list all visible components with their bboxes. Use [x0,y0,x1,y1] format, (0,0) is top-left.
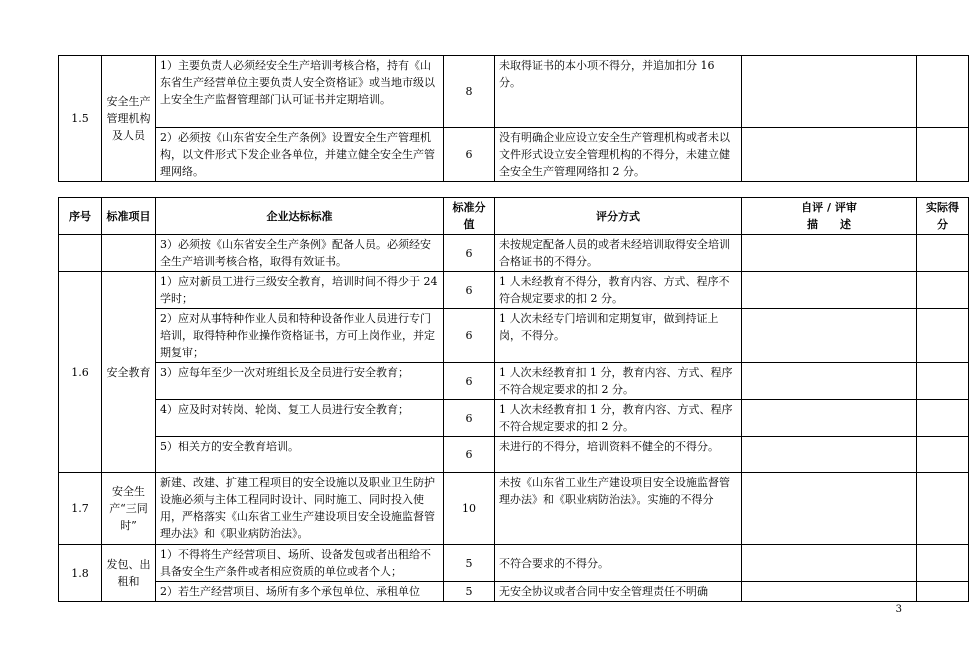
method-cell: 1 人次未经专门培训和定期复审，做到持证上岗，不得分。 [495,309,742,363]
standard-cell: 新建、改建、扩建工程项目的安全设施以及职业卫生防护设施必须与主体工程同时设计、同时施工、同时投入使用，严格落实《山东省工业生产建设项目安全设施监督管理办法》和《职业病防治法》。 [156,473,444,545]
self-eval-cell[interactable] [742,272,917,309]
seq-cell [59,235,102,272]
table-row [59,545,969,582]
table-row [59,437,969,473]
self-eval-cell[interactable] [742,128,917,182]
method-cell: 没有明确企业应设立安全生产管理机构或者未以文件形式设立安全管理机构的不得分，未建立健全安全生产管理网络扣 2 分。 [495,128,742,182]
method-cell: 未取得证书的本小项不得分，并追加扣分 16 分。 [495,56,742,128]
actual-score-cell[interactable] [917,272,969,309]
score-cell: 5 [444,545,495,582]
method-cell: 不符合要求的不得分。 [495,545,742,582]
self-eval-cell[interactable] [742,400,917,437]
header-actual: 实际得分 [917,198,969,235]
self-eval-cell[interactable] [742,437,917,473]
seq-cell: 1.5 [59,56,102,182]
score-cell: 6 [444,437,495,473]
method-cell: 未按规定配备人员的或者未经培训取得安全培训合格证书的不得分。 [495,235,742,272]
actual-score-cell[interactable] [917,473,969,545]
actual-score-cell[interactable] [917,437,969,473]
self-eval-cell[interactable] [742,473,917,545]
method-cell: 1 人次未经教育扣 1 分，教育内容、方式、程序不符合规定要求的扣 2 分。 [495,400,742,437]
standard-cell: 1）主要负责人必须经安全生产培训考核合格，持有《山东省生产经营单位主要负责人安全资格证》或当地市级以上安全生产监督管理部门认可证书并定期培训。 [156,56,444,128]
score-cell: 6 [444,272,495,309]
actual-score-cell[interactable] [917,400,969,437]
score-cell: 5 [444,582,495,602]
standard-cell: 4）应及时对转岗、轮岗、复工人员进行安全教育； [156,400,444,437]
seq-cell: 1.7 [59,473,102,545]
score-cell: 6 [444,128,495,182]
table-row [59,235,969,272]
table-row [59,363,969,400]
item-cell: 安全生产管理机构及人员 [102,56,156,182]
table-top [58,55,969,182]
header-seq: 序号 [59,198,102,235]
standard-cell: 2）若生产经营项目、场所有多个承包单位、承租单位 [156,582,444,602]
self-eval-cell[interactable] [742,545,917,582]
table-row [59,473,969,545]
item-cell: 发包、出租和 [102,545,156,602]
score-cell: 10 [444,473,495,545]
item-cell [102,235,156,272]
header-item: 标准项目 [102,198,156,235]
score-cell: 8 [444,56,495,128]
table-row [59,582,969,602]
actual-score-cell[interactable] [917,235,969,272]
table-row [59,309,969,363]
method-cell: 无安全协议或者合同中安全管理责任不明确 [495,582,742,602]
table-header-row [59,198,969,235]
actual-score-cell[interactable] [917,128,969,182]
self-eval-cell[interactable] [742,56,917,128]
score-cell: 6 [444,309,495,363]
score-cell: 6 [444,363,495,400]
header-method: 评分方式 [495,198,742,235]
self-eval-cell[interactable] [742,309,917,363]
actual-score-cell[interactable] [917,363,969,400]
actual-score-cell[interactable] [917,309,969,363]
standard-cell: 2）必须按《山东省安全生产条例》设置安全生产管理机构，以文件形式下发企业各单位，并建立健全安全生产管理网络。 [156,128,444,182]
score-cell: 6 [444,400,495,437]
standard-cell: 1）不得将生产经营项目、场所、设备发包或者出租给不具备安全生产条件或者相应资质的单位或者个人； [156,545,444,582]
table-main [58,197,969,602]
self-eval-cell[interactable] [742,582,917,602]
self-eval-cell[interactable] [742,235,917,272]
score-cell: 6 [444,235,495,272]
standard-cell: 1）应对新员工进行三级安全教育，培训时间不得少于 24 学时； [156,272,444,309]
actual-score-cell[interactable] [917,545,969,582]
seq-cell: 1.8 [59,545,102,602]
standard-cell: 5）相关方的安全教育培训。 [156,437,444,473]
page-number: 3 [895,604,902,615]
actual-score-cell[interactable] [917,582,969,602]
item-cell: 安全生产“三同时” [102,473,156,545]
header-self-eval: 自评 / 评审 描 述 [742,198,917,235]
header-standard: 企业达标标准 [156,198,444,235]
actual-score-cell[interactable] [917,56,969,128]
table-row [59,272,969,309]
seq-cell: 1.6 [59,272,102,473]
method-cell: 1 人次未经教育扣 1 分，教育内容、方式、程序不符合规定要求的扣 2 分。 [495,363,742,400]
standard-cell: 3）必须按《山东省安全生产条例》配备人员。必须经安全生产培训考核合格，取得有效证书。 [156,235,444,272]
method-cell: 未进行的不得分，培训资料不健全的不得分。 [495,437,742,473]
item-cell: 安全教育 [102,272,156,473]
table-row [59,128,969,182]
method-cell: 未按《山东省工业生产建设项目安全设施监督管理办法》和《职业病防治法》。实施的不得分 [495,473,742,545]
standard-cell: 3）应每年至少一次对班组长及全员进行安全教育； [156,363,444,400]
self-eval-cell[interactable] [742,363,917,400]
header-score: 标准分值 [444,198,495,235]
method-cell: 1 人未经教育不得分，教育内容、方式、程序不符合规定要求的扣 2 分。 [495,272,742,309]
table-row [59,56,969,128]
standard-cell: 2）应对从事特种作业人员和特种设备作业人员进行专门培训，取得特种作业操作资格证书，方可上岗作业，并定期复审； [156,309,444,363]
table-row [59,400,969,437]
